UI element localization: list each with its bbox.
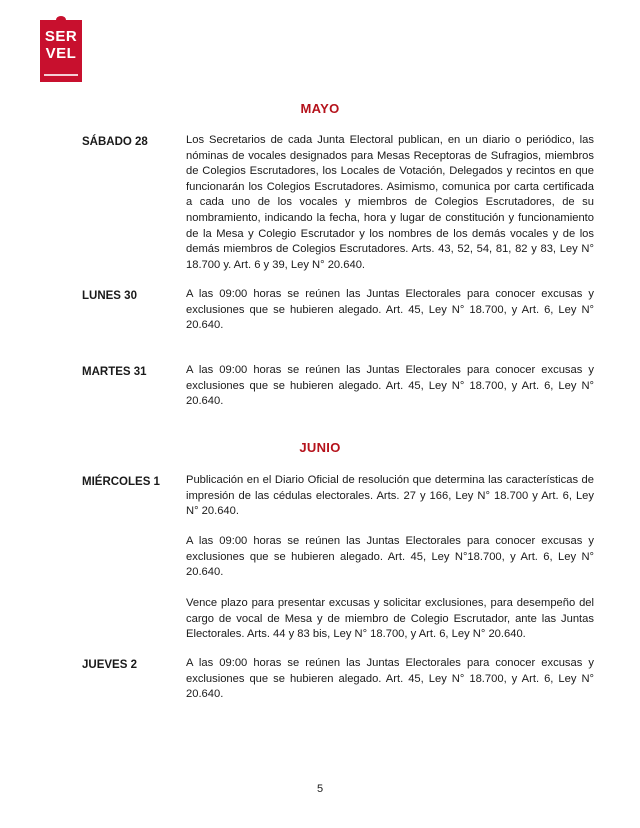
entry-text-jueves-2: A las 09:00 horas se reúnen las Juntas Electorales para conocer excusas y exclusiones que se hubieren alegado. Art. 45, Ley N° 18.700, y Art. 6, Ley N° 20.640. [186, 657, 594, 701]
date-label-miercoles-1: MIÉRCOLES 1 [82, 476, 160, 488]
date-label-martes-31: MARTES 31 [82, 366, 147, 378]
logo-text-line1: SER [44, 28, 78, 45]
date-label-lunes-30: LUNES 30 [82, 290, 137, 302]
entry-text-miercoles-1-p3: Vence plazo para presentar excusas y solicitar exclusiones, para desempeño del cargo de vocal de Mesa y de miembro de Colegio Escrutador, ante las Juntas Electorales. Arts. 44 y 83 bis, Ley N° 18.700, y Art. 6, Ley N° 20.640. [186, 597, 594, 641]
month-heading-junio: JUNIO [299, 440, 341, 455]
entry-text-sabado-28: Los Secretarios de cada Junta Electoral publican, en un diario o periódico, las nóminas de vocales designados para Mesas Receptoras de Sufragios, miembros de Colegios Escrutadores, los Locales de Votación, Delegados y recintos en que funcionarán los Colegios Escrutadores. Asimismo, comunica por carta certificada a cada uno de los vocales y miembros de Colegios Escrutadores, de su nombramiento, indicando la fecha, hora y lugar de constitución y funcionamiento de la Mesa y Colegio Escrutador y los nombres de los demás vocales y de los demás miembros de Colegios Escrutadores. Arts. 43, 52, 54, 81, 82 y 83, Ley N° 18.700 y. Art. 6 y 39, Ley N° 20.640. [186, 134, 594, 271]
month-heading-mayo: MAYO [300, 101, 340, 116]
entry-text-miercoles-1-p1: Publicación en el Diario Oficial de resolución que determina las características de impresión de las cédulas electorales. Arts. 27 y 166, Ley N° 18.700 y Art. 6, Ley N° 20.640. [186, 474, 594, 518]
entry-text-miercoles-1-p2: A las 09:00 horas se reúnen las Juntas Electorales para conocer excusas y exclusiones que se hubieren alegado. Art. 45, Ley N°18.700, y Art. 6, Ley N° 20.640. [186, 535, 594, 579]
logo-notch [56, 16, 66, 24]
logo-underline [44, 74, 78, 76]
entry-text-lunes-30: A las 09:00 horas se reúnen las Juntas Electorales para conocer excusas y exclusiones que se hubieren alegado. Art. 45, Ley N° 18.700, y Art. 6, Ley N° 20.640. [186, 288, 594, 332]
date-label-jueves-2: JUEVES 2 [82, 659, 137, 671]
logo-text-line2: VEL [45, 45, 77, 62]
entry-text-martes-31: A las 09:00 horas se reúnen las Juntas Electorales para conocer excusas y exclusiones que se hubieren alegado. Art. 45, Ley N° 18.700, y Art. 6, Ley N° 20.640. [186, 364, 594, 408]
servel-logo [40, 20, 82, 82]
date-label-sabado-28: SÁBADO 28 [82, 136, 148, 148]
page-number: 5 [316, 783, 324, 795]
